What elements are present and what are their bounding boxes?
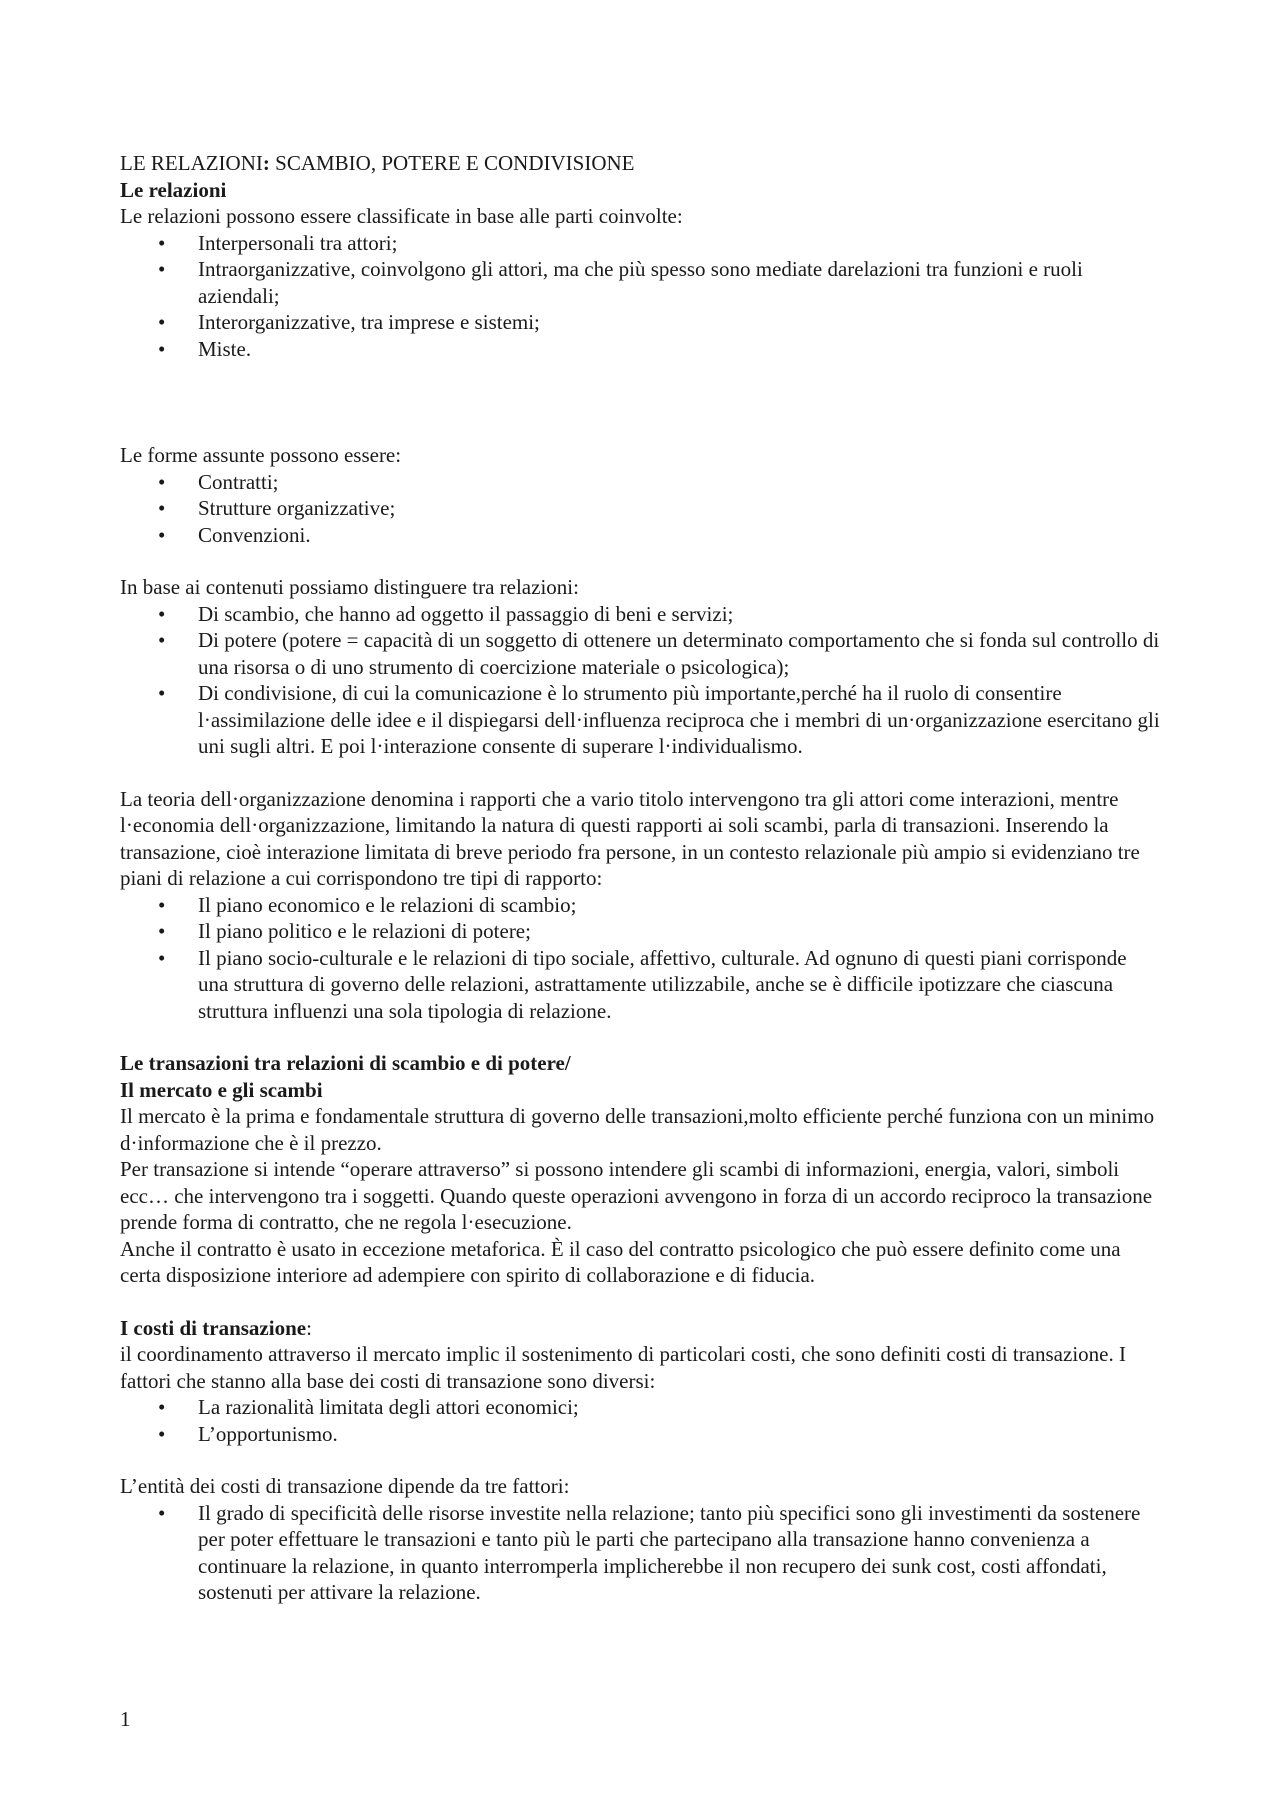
paragraph: Anche il contratto è usato in eccezione metaforica. È il caso del contratto psicologico che può essere definito come una certa disposizione interiore ad adempiere con spirito di collaborazione e di fiducia. (120, 1236, 1121, 1287)
bullet-icon: • (158, 1421, 166, 1446)
bullet-icon: • (158, 919, 166, 943)
list-item (120, 1500, 1160, 1606)
list-item (120, 336, 1160, 363)
list-item-text: Intraorganizzative, coinvolgono gli attori, ma che più spesso sono mediate darelazioni tra funzioni e ruoli aziendali; (198, 257, 1083, 308)
title-colon: : (262, 151, 270, 175)
bullet-list (120, 892, 1160, 1025)
bullet-icon: • (158, 681, 166, 705)
list-item-text: L’opportunismo. (198, 1421, 338, 1446)
section-heading-transazioni: Le transazioni tra relazioni di scambio e di potere/ (120, 1051, 571, 1075)
spacer (120, 548, 1160, 574)
page-number: 1 (120, 1707, 131, 1731)
list-item-text: Il piano economico e le relazioni di scambio; (198, 892, 577, 917)
paragraph: Le relazioni possono essere classificate in base alle parti coinvolte: (120, 204, 683, 228)
paragraph: Il mercato è la prima e fondamentale struttura di governo delle transazioni,molto efficiente perché funziona con un minimo d·informazione che è il prezzo. (120, 1104, 1155, 1155)
list-item (120, 945, 1160, 1025)
list-item-text: Di potere (potere = capacità di un soggetto di ottenere un determinato comportamento che si fonda sul controllo di una risorsa o di uno strumento di coercizione materiale o psicologica); (198, 628, 1160, 679)
list-item (120, 892, 1160, 919)
bullet-icon: • (158, 257, 166, 281)
bullet-list (120, 230, 1160, 363)
section-heading-costi-text: I costi di transazione (120, 1315, 307, 1340)
list-item (120, 1421, 1160, 1448)
bullet-icon: • (158, 601, 166, 626)
bullet-icon: • (158, 628, 166, 652)
list-item (120, 627, 1160, 680)
title-rest: SCAMBIO, POTERE E CONDIVISIONE (269, 151, 635, 175)
spacer (120, 362, 1160, 442)
list-item (120, 495, 1160, 522)
bullet-icon: • (158, 469, 166, 494)
list-item-text: Interpersonali tra attori; (198, 230, 398, 255)
section-heading-mercato: Il mercato e gli scambi (120, 1077, 323, 1102)
list-item-text: Strutture organizzative; (198, 496, 396, 520)
section-heading-costi-colon: : (306, 1315, 312, 1340)
bullet-icon: • (158, 310, 166, 334)
list-item (120, 230, 1160, 257)
paragraph: In base ai contenuti possiamo distinguere tra relazioni: (120, 575, 579, 599)
bullet-icon: • (158, 522, 166, 547)
bullet-list (120, 469, 1160, 549)
list-item-text: Di condivisione, di cui la comunicazione è lo strumento più importante,perché ha il ruolo di consentire l·assimilazione delle idee e il dispiegarsi dell·influenza reciproca che i membri di un·organizzazione esercitano gli uni sugli altri. E poi l·interazione consente di superare l·individualismo. (198, 681, 1160, 758)
bullet-icon: • (158, 496, 166, 520)
list-item (120, 309, 1160, 336)
list-item-text: La razionalità limitata degli attori economici; (198, 1395, 579, 1419)
bullet-icon: • (158, 1500, 166, 1525)
bullet-icon: • (158, 336, 166, 361)
spacer (120, 760, 1160, 786)
bullet-icon: • (158, 230, 166, 255)
section-heading-relazioni: Le relazioni (120, 177, 227, 202)
list-item (120, 469, 1160, 496)
section-heading-costi (120, 1315, 1160, 1342)
spacer (120, 1447, 1160, 1473)
list-item-text: Interorganizzative, tra imprese e sistemi; (198, 310, 540, 334)
list-item-text: Il grado di specificità delle risorse investite nella relazione; tanto più specifici sono gli investimenti da sostenere per poter effettuare le transazioni e tanto più le parti che partecipano alla transazione hanno convenienza a continuare la relazione, in quanto interromperla implicherebbe il non recupero dei sunk cost, costi affondati, sostenuti per attivare la relazione. (198, 1500, 1141, 1604)
list-item-text: Contratti; (198, 469, 279, 494)
list-item (120, 522, 1160, 549)
bullet-icon: • (158, 1395, 166, 1419)
list-item-text: Il piano socio-culturale e le relazioni di tipo sociale, affettivo, culturale. Ad ognuno di questi piani corrisponde una struttura di governo delle relazioni, astrattamente utilizzabile, anche se è difficile ipotizzare che ciascuna struttura influenzi una sola tipologia di relazione. (198, 945, 1127, 1023)
title-prefix: LE RELAZIONI (120, 151, 263, 175)
bullet-list (120, 1394, 1160, 1447)
paragraph: Le forme assunte possono essere: (120, 443, 402, 467)
page-content (120, 150, 1160, 1606)
paragraph: Per transazione si intende “operare attraverso” si possono intendere gli scambi di informazioni, energia, valori, simboli ecc… che intervengono tra i soggetti. Quando queste operazioni avvengono in forza di un accordo reciproco la transazione prende forma di contratto, che ne regola l·esecuzione. (120, 1157, 1153, 1234)
list-item (120, 680, 1160, 760)
bullet-list (120, 1500, 1160, 1606)
list-item-text: Convenzioni. (198, 522, 311, 547)
paragraph: il coordinamento attraverso il mercato implic il sostenimento di particolari costi, che sono definiti costi di transazione. I fattori che stanno alla base dei costi di transazione sono diversi: (120, 1342, 1126, 1393)
bullet-icon: • (158, 892, 166, 917)
list-item-text: Miste. (198, 336, 252, 361)
paragraph: L’entità dei costi di transazione dipende da tre fattori: (120, 1474, 570, 1498)
list-item (120, 256, 1160, 309)
list-item-text: Di scambio, che hanno ad oggetto il passaggio di beni e servizi; (198, 601, 734, 626)
bullet-list (120, 601, 1160, 760)
spacer (120, 1289, 1160, 1315)
paragraph: La teoria dell·organizzazione denomina i rapporti che a vario titolo intervengono tra gli attori come interazioni, mentre l·economia dell·organizzazione, limitando la natura di questi rapporti ai soli scambi, parla di transazioni. Inserendo la transazione, cioè interazione limitata di breve periodo fra persone, in un contesto relazionale più ampio si evidenziano tre piani di relazione a cui corrispondono tre tipi di rapporto: (120, 786, 1140, 890)
list-item (120, 601, 1160, 628)
document-title (120, 150, 1160, 177)
spacer (120, 1024, 1160, 1050)
list-item (120, 918, 1160, 945)
bullet-icon: • (158, 945, 166, 970)
list-item-text: Il piano politico e le relazioni di potere; (198, 919, 531, 943)
list-item (120, 1394, 1160, 1421)
